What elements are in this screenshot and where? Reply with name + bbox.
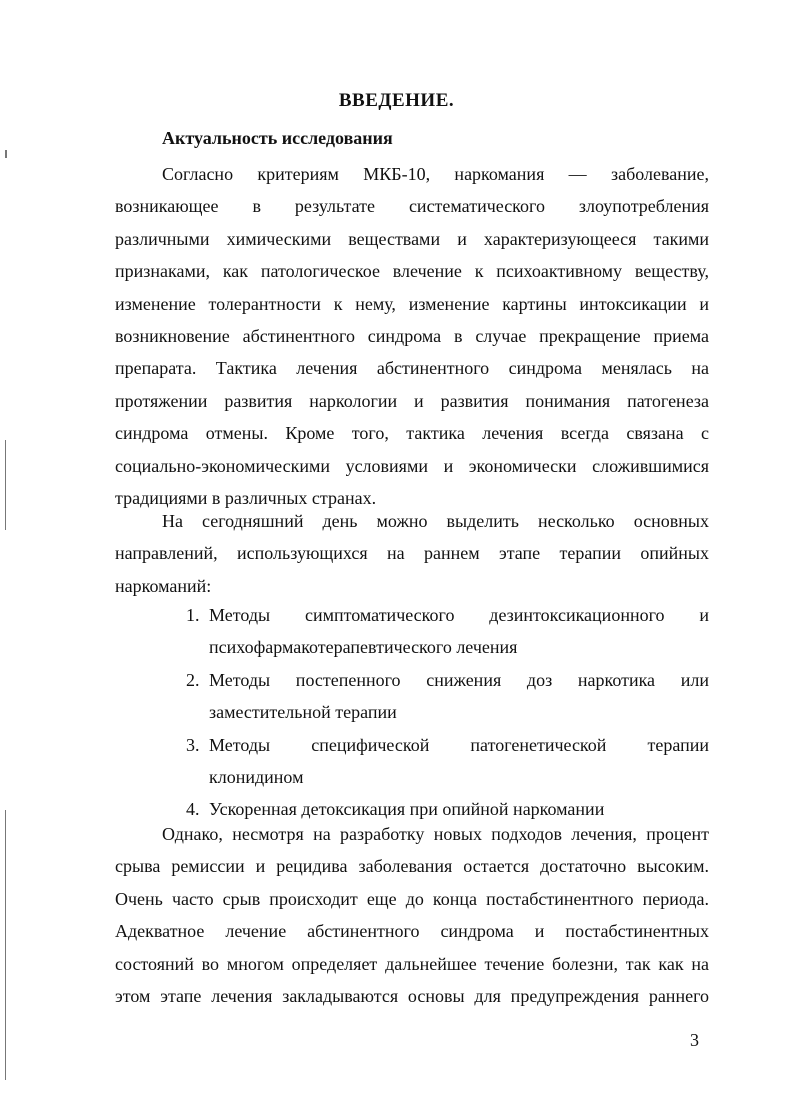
list-number: 3. bbox=[186, 734, 200, 755]
scan-artifact bbox=[5, 810, 6, 1080]
text-line: Очень часто срыв происходит еще до конца постабстинентного периода. bbox=[115, 888, 709, 909]
list-text-line: Методы симптоматического дезинтоксикационного и bbox=[209, 605, 709, 625]
list-item bbox=[180, 599, 709, 664]
numbered-list bbox=[180, 599, 709, 826]
list-number: 4. bbox=[186, 799, 200, 820]
text-line: направлений, использующихся на раннем этапе терапии опийных bbox=[115, 543, 709, 564]
list-number: 2. bbox=[186, 669, 200, 690]
list-text-line: Ускоренная детоксикация при опийной наркомании bbox=[209, 799, 605, 820]
text-line: традициями в различных странах. bbox=[115, 487, 377, 508]
text-line: признаками, как патологическое влечение к психоактивному веществу, bbox=[115, 261, 709, 282]
list-text-line: Методы специфической патогенетической терапии bbox=[209, 734, 709, 755]
text-line: наркоманий: bbox=[115, 575, 212, 596]
text-line: различными химическими веществами и характеризующееся такими bbox=[115, 228, 709, 249]
list-text-line: психофармакотерапевтического лечения bbox=[209, 637, 518, 658]
text-line: срыва ремиссии и рецидива заболевания остается достаточно высоким. bbox=[115, 856, 709, 877]
text-line: протяжении развития наркологии и развития понимания патогенеза bbox=[115, 390, 709, 411]
text-line: На сегодняшний день можно выделить несколько основных bbox=[162, 511, 709, 531]
paragraph-directions bbox=[115, 505, 709, 602]
page-number: 3 bbox=[690, 1030, 699, 1050]
text-line: социально-экономическими условиями и экономически сложившимися bbox=[115, 455, 709, 476]
list-text-line: клонидином bbox=[209, 766, 304, 787]
text-line: синдрома отмены. Кроме того, тактика лечения всегда связана с bbox=[115, 423, 709, 444]
scan-artifact bbox=[5, 150, 7, 158]
text-line: этом этапе лечения закладываются основы для предупреждения раннего bbox=[115, 985, 709, 1006]
text-line: Согласно критериям МКБ-10, наркомания — заболевание, bbox=[162, 164, 709, 184]
text-line: возникновение абстинентного синдрома в случае прекращение приема bbox=[115, 325, 709, 346]
list-item bbox=[180, 664, 709, 729]
text-line: изменение толерантности к нему, изменение картины интоксикации и bbox=[115, 293, 709, 314]
scan-artifact bbox=[5, 440, 6, 530]
paragraph-conclusion bbox=[115, 818, 709, 1012]
text-line: возникающее в результате систематического злоупотребления bbox=[115, 196, 709, 217]
list-number: 1. bbox=[186, 605, 200, 625]
list-text-line: Методы постепенного снижения доз наркотика или bbox=[209, 669, 709, 690]
text-line: препарата. Тактика лечения абстинентного синдрома менялась на bbox=[115, 358, 709, 379]
list-item bbox=[180, 729, 709, 794]
text-line: Однако, несмотря на разработку новых подходов лечения, процент bbox=[162, 824, 709, 844]
page-heading: ВВЕДЕНИЕ. bbox=[338, 90, 455, 111]
text-line: Адекватное лечение абстинентного синдрома и постабстинентных bbox=[115, 921, 709, 942]
text-line: состояний во многом определяет дальнейшее течение болезни, так как на bbox=[115, 953, 709, 974]
paragraph-intro bbox=[115, 158, 709, 514]
section-subheading: Актуальность исследования bbox=[162, 128, 393, 148]
list-text-line: заместительной терапии bbox=[209, 702, 397, 723]
